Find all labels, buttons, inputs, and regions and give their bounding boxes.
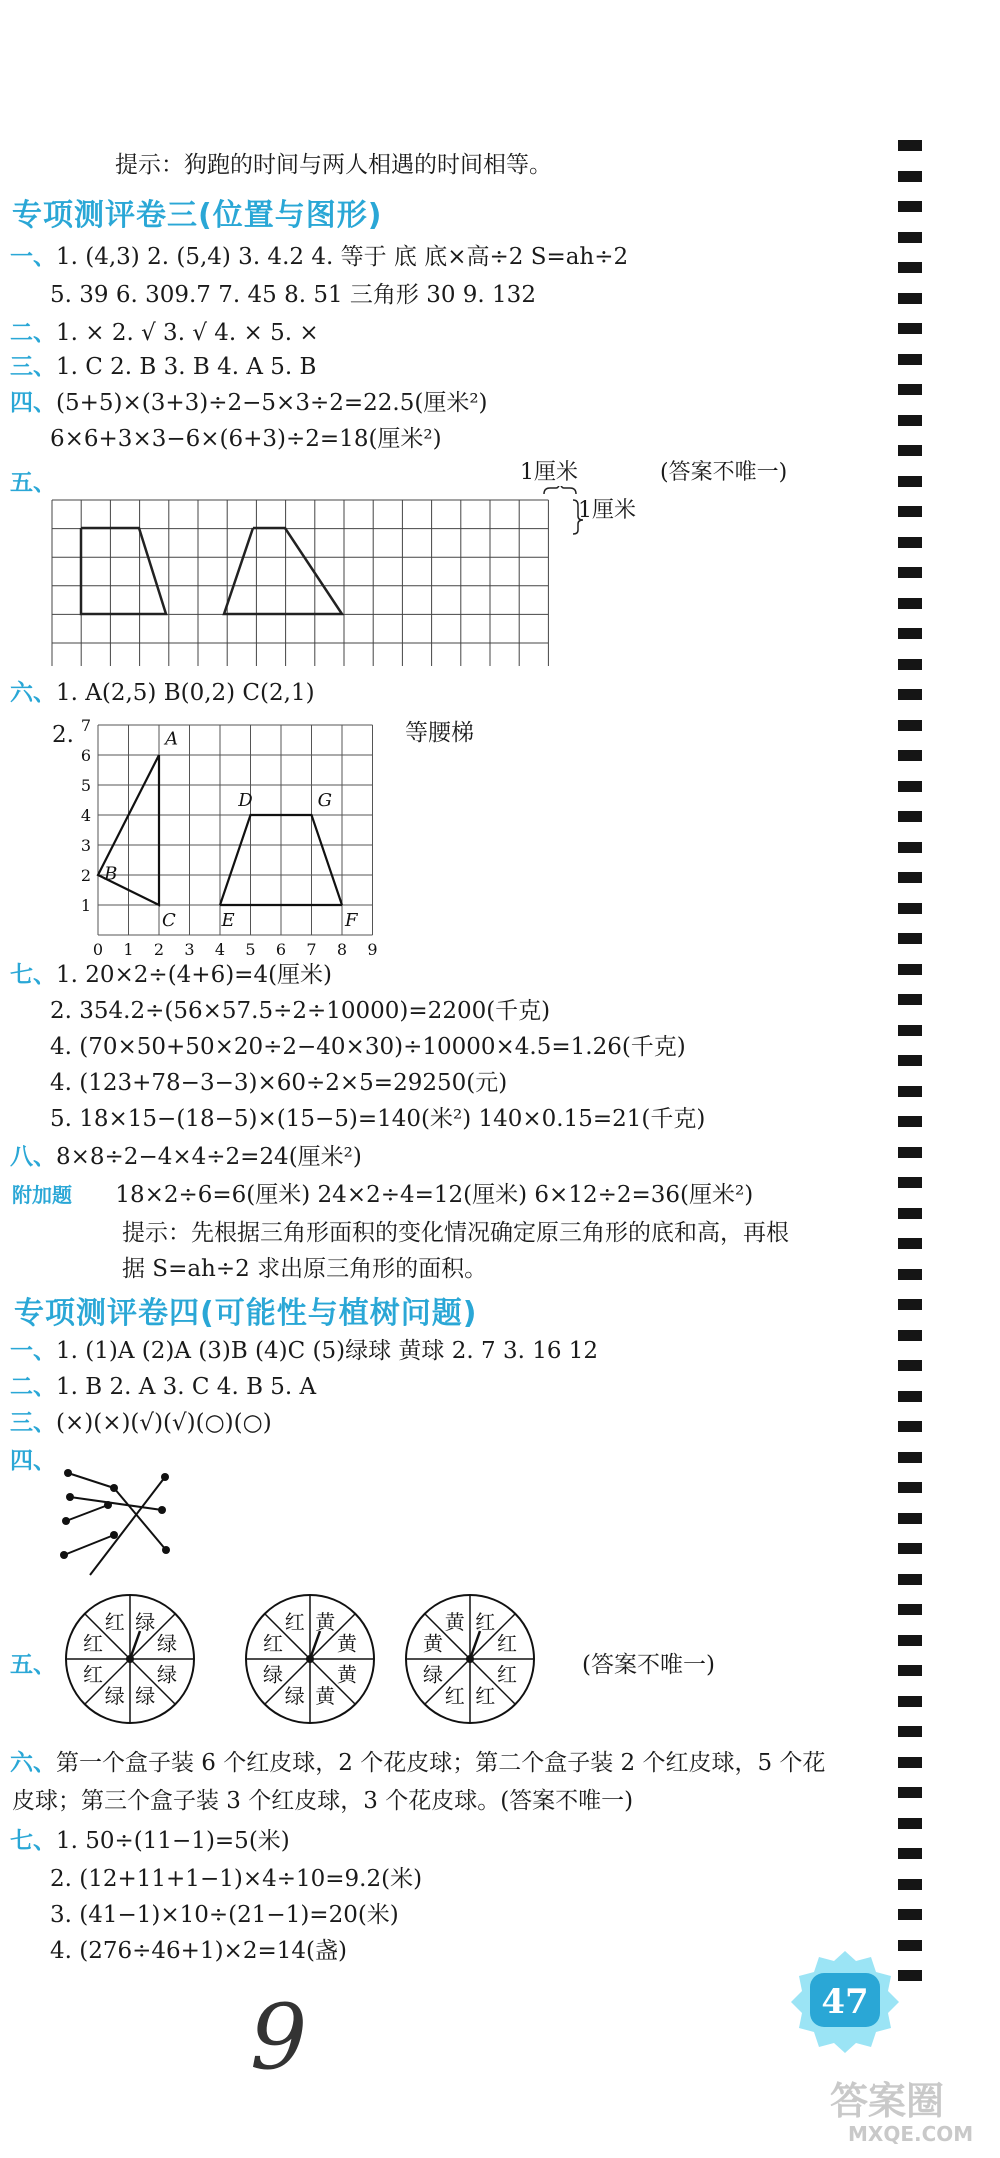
s3-q2-num: 二、: [10, 320, 56, 346]
s3-q2-text: 1. × 2. √ 3. √ 4. × 5. ×: [56, 320, 319, 346]
y-tick-label: 7: [80, 716, 92, 735]
y-tick-label: 6: [80, 746, 92, 765]
binding-ring: [898, 506, 922, 517]
x-tick-label: 3: [184, 940, 195, 959]
point-label-A: A: [165, 728, 179, 750]
point-label-B: B: [104, 863, 118, 885]
s4-q2: [10, 1372, 316, 1402]
spinner-hub: [306, 1655, 314, 1663]
s4-q2-num: 二、: [10, 1374, 56, 1400]
s4-q1-text: 1. (1)A (2)A (3)B (4)C (5)绿球 黄球 2. 7 3. 16 12: [56, 1338, 599, 1364]
binding-ring: [898, 720, 922, 731]
s3-q5-note: (答案不唯一): [660, 460, 788, 485]
s3-q7-line2: 2. 354.2÷(56×57.5÷2÷10000)=2200(千克): [50, 998, 551, 1024]
spinner-sector-label: 红: [104, 1610, 125, 1635]
binding-ring: [898, 750, 922, 761]
s3-q6: [10, 678, 315, 708]
binding-ring: [898, 1787, 922, 1798]
s3-q6-label: 等腰梯: [405, 720, 474, 746]
s4-q6: [10, 1748, 825, 1778]
page-number: 47: [821, 1982, 869, 2022]
s3-q8-num: 八、: [10, 1144, 56, 1170]
binding-ring: [898, 1543, 922, 1554]
s4-q3: [10, 1408, 272, 1438]
s4-q3-text: (×)(×)(√)(√)(○)(○): [56, 1410, 272, 1436]
y-tick-label: 5: [80, 776, 92, 795]
s4-q7-num: 七、: [10, 1828, 56, 1854]
binding-ring: [898, 628, 922, 639]
s3-q7-line1: 1. 20×2÷(4+6)=4(厘米): [56, 962, 333, 988]
s3-q7-num: 七、: [10, 962, 56, 988]
binding-ring: [898, 1177, 922, 1188]
s3-q1-line1: 1. (4,3) 2. (5,4) 3. 4.2 4. 等于 底 底×高÷2 S=ah÷2: [56, 244, 629, 270]
binding-ring: [898, 1147, 922, 1158]
x-tick-label: 4: [214, 940, 226, 959]
y-tick-label: 1: [80, 896, 92, 915]
spinner-sector-label: 红: [83, 1662, 104, 1687]
s4-q5-spinners: [62, 1587, 582, 1737]
page-number-badge: [780, 1945, 910, 2055]
point-label-D: D: [238, 790, 253, 811]
binding-ring: [898, 293, 922, 304]
s3-q8: [10, 1142, 362, 1172]
spinner-sector-label: 红: [475, 1610, 496, 1635]
s4-q7-line1: 1. 50÷(11−1)=5(米): [56, 1828, 290, 1854]
s3-q7-line4: 4. (123+78−3−3)×60÷2×5=29250(元): [50, 1070, 508, 1096]
handwritten-mark: 9: [250, 1985, 308, 2090]
s4-q7-line4: 4. (276÷46+1)×2=14(盏): [50, 1938, 347, 1964]
spinner-sector-label: 红: [263, 1631, 284, 1656]
x-tick-label: 0: [92, 940, 104, 959]
spinner-sector-label: 红: [475, 1683, 496, 1708]
spinner-sector-label: 红: [284, 1610, 305, 1635]
spinner-sector-label: 黄: [315, 1683, 336, 1708]
spinner-sector-label: 绿: [423, 1662, 444, 1687]
binding-ring: [898, 354, 922, 365]
trapezoid-right-angle: [81, 528, 166, 614]
s4-q7-line3: 3. (41−1)×10÷(21−1)=20(米): [50, 1902, 399, 1928]
s3-q6-line1: 1. A(2,5) B(0,2) C(2,1): [56, 680, 315, 706]
x-tick-label: 6: [275, 940, 287, 959]
spinner-hub: [466, 1655, 474, 1663]
binding-ring: [898, 1208, 922, 1219]
s3-extra-hint2: 据 S=ah÷2 求出原三角形的面积。: [122, 1256, 488, 1282]
s3-q8-text: 8×8÷2−4×4÷2=24(厘米²): [56, 1144, 362, 1170]
binding-ring: [898, 872, 922, 883]
binding-ring: [898, 140, 922, 151]
spinner-sector-label: 绿: [156, 1662, 177, 1687]
spinner-sector-label: 红: [496, 1662, 517, 1687]
trapezoid-isosceles: [224, 528, 342, 614]
s3-q1-num: 一、: [10, 244, 56, 270]
binding-ring: [898, 1757, 922, 1768]
x-tick-label: 5: [245, 940, 256, 959]
brace-vertical: [573, 500, 583, 534]
point-label-G: G: [317, 790, 332, 811]
binding-ring: [898, 903, 922, 914]
binding-ring: [898, 1269, 922, 1280]
binding-ring: [898, 842, 922, 853]
s4-q4-matching-figure: [50, 1455, 190, 1580]
x-tick-label: 2: [153, 940, 165, 959]
binding-ring: [898, 1574, 922, 1585]
binding-ring: [898, 1635, 922, 1646]
brace-horizontal: [544, 486, 576, 494]
s3-q6-coordinate-figure: [80, 712, 390, 962]
spinner-sector-label: 绿: [156, 1631, 177, 1656]
section4-title: 专项测评卷四(可能性与植树问题): [14, 1296, 478, 1331]
binding-ring: [898, 1055, 922, 1066]
binding-ring: [898, 964, 922, 975]
grid-lines: [52, 500, 548, 666]
s4-q2-text: 1. B 2. A 3. C 4. B 5. A: [56, 1374, 317, 1400]
s3-q1: [10, 242, 628, 272]
s4-q6-num: 六、: [10, 1750, 56, 1776]
binding-ring: [898, 171, 922, 182]
binding-ring: [898, 567, 922, 578]
y-tick-label: 3: [80, 836, 92, 855]
binding-ring: [898, 201, 922, 212]
spinner-sector-label: 黄: [444, 1610, 465, 1635]
binding-ring: [898, 537, 922, 548]
spinner-2: [246, 1595, 374, 1723]
binding-ring: [898, 1116, 922, 1127]
s3-q1-line2: 5. 39 6. 309.7 7. 45 8. 51 三角形 30 9. 132: [50, 282, 536, 308]
point-label-F: F: [345, 910, 358, 931]
binding-ring: [898, 1299, 922, 1310]
binding-ring: [898, 476, 922, 487]
spinner-sector-label: 红: [83, 1631, 104, 1656]
spinner-1: [66, 1595, 194, 1723]
s3-q3: [10, 352, 316, 382]
binding-ring: [898, 445, 922, 456]
binding-ring: [898, 1452, 922, 1463]
s3-extra-label: 附加题: [12, 1183, 72, 1207]
x-tick-label: 1: [123, 940, 134, 959]
binding-ring: [898, 1604, 922, 1615]
hint-top: 提示：狗跑的时间与两人相遇的时间相等。: [115, 152, 552, 178]
binding-ring: [898, 415, 922, 426]
binding-ring: [898, 811, 922, 822]
binding-ring: [898, 1482, 922, 1493]
spinner-hub: [126, 1655, 134, 1663]
s3-q4: [10, 388, 488, 418]
binding-ring: [898, 1726, 922, 1737]
binding-ring: [898, 262, 922, 273]
binding-ring: [898, 933, 922, 944]
s4-q7: [10, 1826, 290, 1856]
s3-q6-item2: 2.: [52, 722, 74, 748]
x-tick-label: 9: [367, 940, 378, 959]
s3-q5-num: 五、: [10, 470, 56, 496]
s3-q4-line1: (5+5)×(3+3)÷2−5×3÷2=22.5(厘米²): [56, 390, 488, 416]
binding-ring: [898, 1086, 922, 1097]
binding-ring: [898, 781, 922, 792]
s3-q6-num: 六、: [10, 680, 56, 706]
s3-q4-line2: 6×6+3×3−6×(6+3)÷2=18(厘米²): [50, 426, 442, 452]
x-tick-label: 8: [336, 940, 348, 959]
binding-ring: [898, 1513, 922, 1524]
s3-extra-hint1: 提示：先根据三角形面积的变化情况确定原三角形的底和高，再根: [122, 1220, 789, 1246]
s3-q3-text: 1. C 2. B 3. B 4. A 5. B: [56, 354, 317, 380]
spinner-sector-label: 黄: [423, 1631, 444, 1656]
y-tick-label: 2: [80, 866, 92, 885]
watermark-main: 答案圈: [830, 2079, 945, 2123]
s3-q7-line5: 5. 18×15−(18−5)×(15−5)=140(米²) 140×0.15=21(千克): [50, 1106, 706, 1132]
s3-q5-unit-h: 1厘米: [520, 460, 578, 485]
spinner-sector-label: 红: [496, 1631, 517, 1656]
binding-ring: [898, 1360, 922, 1371]
s4-q6-line2: 皮球；第三个盒子装 3 个红皮球，3 个花皮球。(答案不唯一): [12, 1788, 634, 1814]
s4-q7-line2: 2. (12+11+1−1)×4÷10=9.2(米): [50, 1866, 423, 1892]
binding-ring: [898, 1848, 922, 1859]
spinner-sector-label: 红: [444, 1683, 465, 1708]
s3-q7-line3: 4. (70×50+50×20÷2−40×30)÷10000×4.5=1.26(千克): [50, 1034, 686, 1060]
s4-q1-num: 一、: [10, 1338, 56, 1364]
binding-ring: [898, 1330, 922, 1341]
watermark-url: MXQE.COM: [848, 2122, 974, 2146]
y-tick-label: 4: [80, 806, 92, 825]
s3-q3-num: 三、: [10, 354, 56, 380]
binding-ring: [898, 1391, 922, 1402]
s4-q4-num: 四、: [10, 1448, 56, 1474]
binding-ring: [898, 1421, 922, 1432]
spinner-sector-label: 绿: [135, 1610, 156, 1635]
spinner-sector-label: 绿: [104, 1683, 125, 1708]
x-tick-label: 7: [306, 940, 317, 959]
s4-q6-line1: 第一个盒子装 6 个红皮球，2 个花皮球；第二个盒子装 2 个红皮球，5 个花: [56, 1750, 826, 1776]
s3-q5-grid-figure: [48, 486, 588, 666]
s3-extra-text: 18×2÷6=6(厘米) 24×2÷4=12(厘米) 6×12÷2=36(厘米²): [115, 1182, 754, 1208]
s3-q7: [10, 960, 332, 990]
binding-ring: [898, 598, 922, 609]
spinner-sector-label: 黄: [336, 1662, 357, 1687]
binding-ring: [898, 1696, 922, 1707]
section3-title: 专项测评卷三(位置与图形): [12, 198, 383, 233]
s4-q3-num: 三、: [10, 1410, 56, 1436]
spinner-sector-label: 绿: [263, 1662, 284, 1687]
binding-ring: [898, 1909, 922, 1920]
spinner-sector-label: 黄: [336, 1631, 357, 1656]
s4-q5-num: 五、: [10, 1652, 56, 1678]
point-label-C: C: [162, 910, 176, 931]
binding-ring: [898, 1818, 922, 1829]
spinner-sector-label: 绿: [135, 1683, 156, 1708]
binding-ring: [898, 1665, 922, 1676]
spinner-sector-label: 绿: [284, 1683, 305, 1708]
binding-ring: [898, 689, 922, 700]
binding-ring: [898, 1238, 922, 1249]
s3-q4-num: 四、: [10, 390, 56, 416]
s3-q5-unit-v: 1厘米: [578, 498, 636, 523]
binding-ring: [898, 1879, 922, 1890]
spinner-sector-label: 黄: [315, 1610, 336, 1635]
binding-ring: [898, 994, 922, 1005]
binding-ring: [898, 1025, 922, 1036]
s3-extra: [12, 1180, 753, 1210]
binding-ring: [898, 384, 922, 395]
s3-q2: [10, 318, 319, 348]
s4-q1: [10, 1336, 598, 1366]
spinner-3: [406, 1595, 534, 1723]
s4-q5-note: (答案不唯一): [582, 1652, 715, 1678]
binding-ring: [898, 323, 922, 334]
binding-ring: [898, 232, 922, 243]
point-label-E: E: [221, 910, 235, 931]
binding-ring: [898, 659, 922, 670]
